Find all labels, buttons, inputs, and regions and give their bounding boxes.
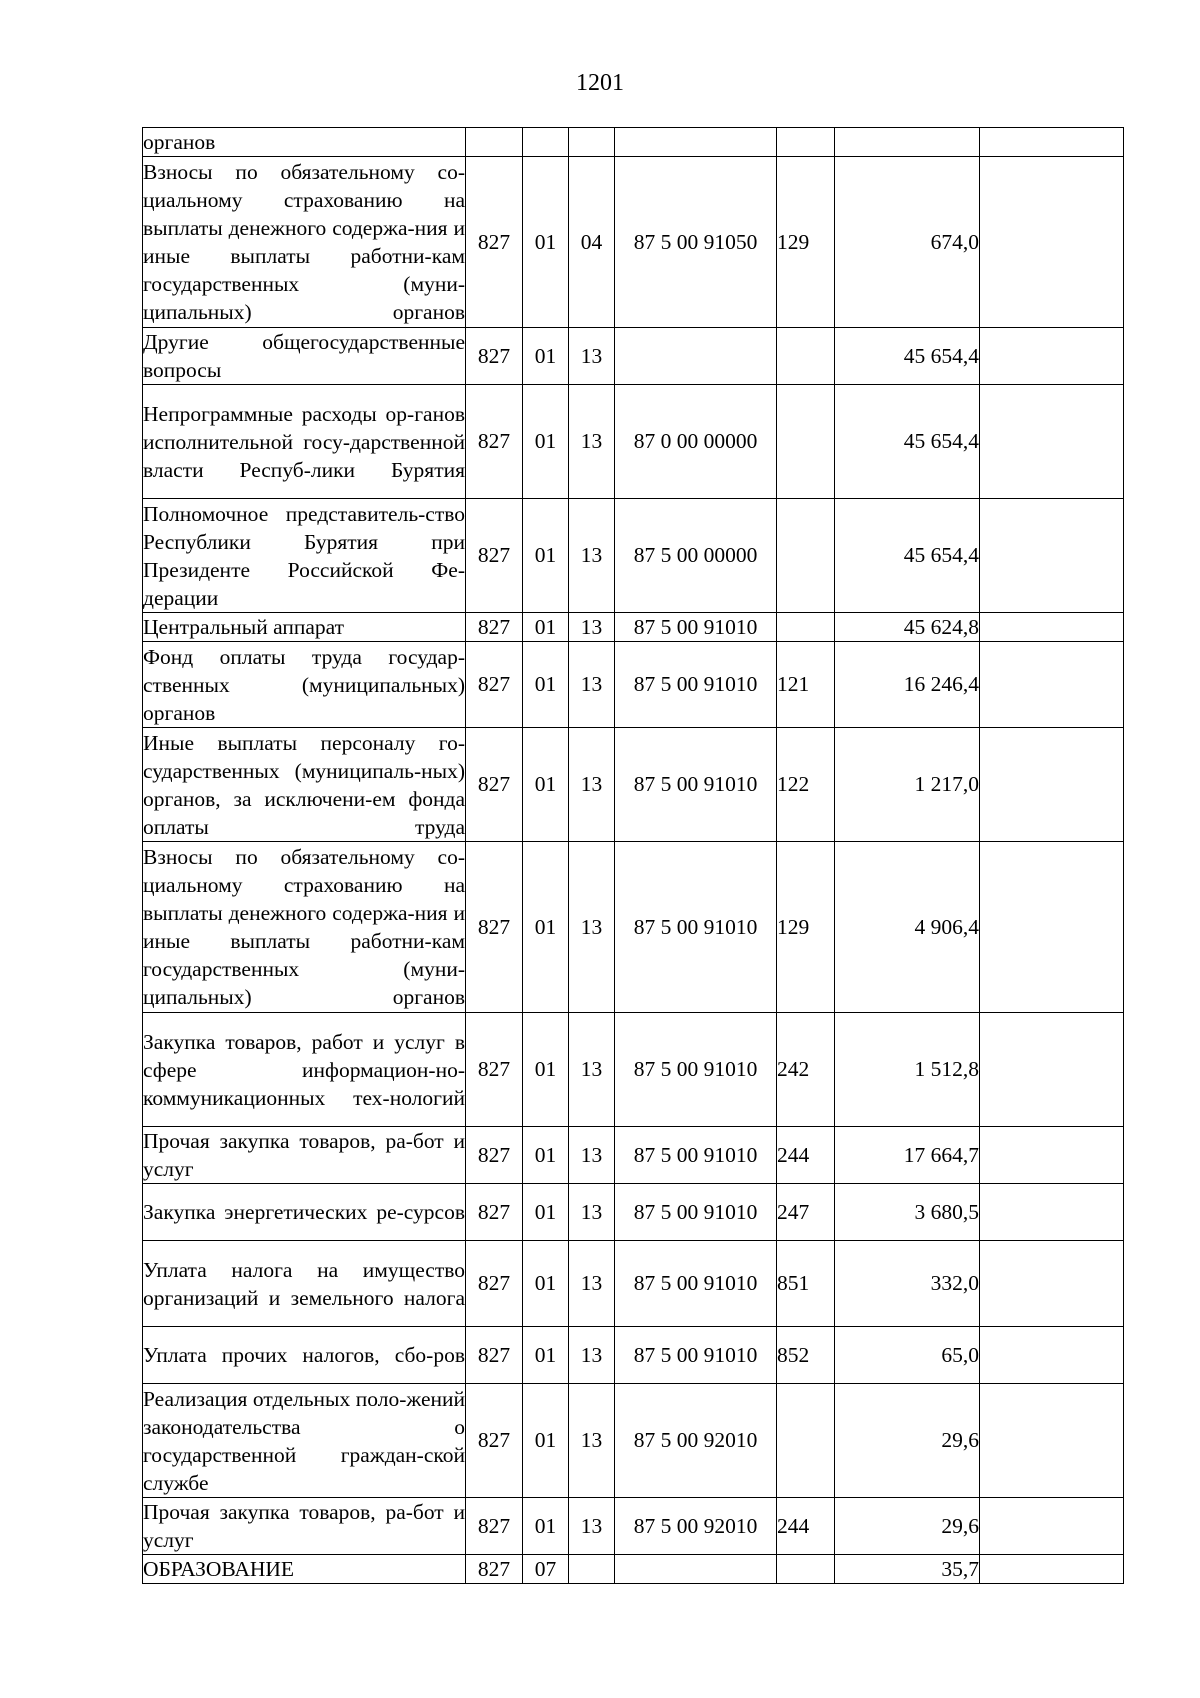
amount-cell: 1 217,0 [835,728,980,842]
empty-cell [980,1127,1124,1184]
grbs-code-cell: 827 [466,157,523,328]
table-row [143,728,1124,842]
target-article-cell: 87 5 00 92010 [615,1498,777,1555]
empty-cell [980,1384,1124,1498]
expense-name-cell: Реализация отдельных поло-жений законодательства о государственной граждан-ской службе [143,1384,466,1498]
expense-name-cell: Прочая закупка товаров, ра-бот и услуг [143,1127,466,1184]
empty-cell [980,1327,1124,1384]
expense-type-cell: 851 [777,1241,835,1327]
grbs-code-cell: 827 [466,1384,523,1498]
grbs-code-cell: 827 [466,385,523,499]
target-article-cell [615,1555,777,1584]
expense-type-cell [777,499,835,613]
subsection-code-cell: 13 [569,1327,615,1384]
expense-type-cell [777,613,835,642]
target-article-cell: 87 5 00 91010 [615,842,777,1013]
page-number: 1201 [576,70,624,96]
expense-type-cell: 852 [777,1327,835,1384]
table-row [143,385,1124,499]
empty-cell [980,642,1124,728]
grbs-code-cell: 827 [466,1241,523,1327]
subsection-code-cell: 13 [569,1184,615,1241]
expense-name-cell: Взносы по обязательному со-циальному страхованию на выплаты денежного содержа-ния и иные выплаты работни-кам государственных (муни-ципальных) органов [143,842,466,1013]
expense-name-cell: Уплата налога на имущество организаций и земельного налога [143,1241,466,1327]
table-row [143,328,1124,385]
amount-cell: 29,6 [835,1498,980,1555]
subsection-code-cell: 13 [569,499,615,613]
table-row [143,1384,1124,1498]
target-article-cell [615,128,777,157]
section-code-cell: 01 [523,1327,569,1384]
amount-cell: 674,0 [835,157,980,328]
amount-cell: 45 654,4 [835,328,980,385]
expense-name-cell: Непрограммные расходы ор-ганов исполнительной госу-дарственной власти Респуб-лики Бурятия [143,385,466,499]
expense-name-cell: Иные выплаты персоналу го-сударственных (муниципаль-ных) органов, за исключени-ем фонда оплаты труда [143,728,466,842]
subsection-code-cell [569,1555,615,1584]
grbs-code-cell: 827 [466,1184,523,1241]
section-code-cell: 01 [523,1498,569,1555]
table-row [143,1327,1124,1384]
section-code-cell: 01 [523,728,569,842]
table-row [143,842,1124,1013]
expense-name-cell: Закупка товаров, работ и услуг в сфере информацион-но-коммуникационных тех-нологий [143,1013,466,1127]
empty-cell [980,842,1124,1013]
target-article-cell: 87 5 00 91010 [615,728,777,842]
empty-cell [980,728,1124,842]
subsection-code-cell: 13 [569,1127,615,1184]
empty-cell [980,1013,1124,1127]
target-article-cell: 87 5 00 91010 [615,1327,777,1384]
expense-type-cell: 122 [777,728,835,842]
grbs-code-cell: 827 [466,1013,523,1127]
table-row [143,1013,1124,1127]
grbs-code-cell: 827 [466,499,523,613]
subsection-code-cell: 13 [569,728,615,842]
amount-cell: 1 512,8 [835,1013,980,1127]
section-code-cell: 01 [523,1184,569,1241]
target-article-cell [615,328,777,385]
expense-type-cell [777,385,835,499]
table-row [143,613,1124,642]
expense-name-cell: Уплата прочих налогов, сбо-ров [143,1327,466,1384]
amount-cell: 3 680,5 [835,1184,980,1241]
section-code-cell: 01 [523,613,569,642]
amount-cell: 35,7 [835,1555,980,1584]
expense-name-cell: Полномочное представитель-ство Республики Бурятия при Президенте Российской Фе-дерации [143,499,466,613]
amount-cell: 332,0 [835,1241,980,1327]
section-code-cell: 01 [523,842,569,1013]
section-code-cell: 01 [523,385,569,499]
grbs-code-cell [466,128,523,157]
grbs-code-cell: 827 [466,1555,523,1584]
target-article-cell: 87 5 00 91050 [615,157,777,328]
table-row [143,128,1124,157]
expense-type-cell: 129 [777,157,835,328]
grbs-code-cell: 827 [466,728,523,842]
amount-cell: 65,0 [835,1327,980,1384]
empty-cell [980,1184,1124,1241]
amount-cell [835,128,980,157]
section-code-cell [523,128,569,157]
expense-type-cell [777,1555,835,1584]
target-article-cell: 87 0 00 00000 [615,385,777,499]
target-article-cell: 87 5 00 91010 [615,1013,777,1127]
amount-cell: 45 654,4 [835,385,980,499]
amount-cell: 4 906,4 [835,842,980,1013]
table-row [143,1498,1124,1555]
target-article-cell: 87 5 00 91010 [615,1127,777,1184]
expense-name-cell: Фонд оплаты труда государ-ственных (муниципальных) органов [143,642,466,728]
expense-name-cell: Прочая закупка товаров, ра-бот и услуг [143,1498,466,1555]
empty-cell [980,613,1124,642]
section-code-cell: 07 [523,1555,569,1584]
expense-name-cell: Взносы по обязательному со-циальному страхованию на выплаты денежного содержа-ния и иные выплаты работни-кам государственных (муни-ципальных) органов [143,157,466,328]
expense-name-cell: ОБРАЗОВАНИЕ [143,1555,466,1584]
grbs-code-cell: 827 [466,642,523,728]
budget-table-body [143,128,1124,1584]
subsection-code-cell: 13 [569,328,615,385]
subsection-code-cell: 13 [569,1241,615,1327]
table-row [143,157,1124,328]
subsection-code-cell: 13 [569,642,615,728]
expense-type-cell: 244 [777,1127,835,1184]
amount-cell: 29,6 [835,1384,980,1498]
empty-cell [980,385,1124,499]
section-code-cell: 01 [523,1384,569,1498]
expense-type-cell [777,1384,835,1498]
expense-type-cell [777,128,835,157]
target-article-cell: 87 5 00 00000 [615,499,777,613]
amount-cell: 45 624,8 [835,613,980,642]
table-row [143,642,1124,728]
amount-cell: 17 664,7 [835,1127,980,1184]
target-article-cell: 87 5 00 92010 [615,1384,777,1498]
subsection-code-cell: 13 [569,1498,615,1555]
section-code-cell: 01 [523,328,569,385]
expense-name-cell: Закупка энергетических ре-сурсов [143,1184,466,1241]
table-row [143,499,1124,613]
empty-cell [980,1498,1124,1555]
expense-type-cell: 242 [777,1013,835,1127]
grbs-code-cell: 827 [466,613,523,642]
subsection-code-cell: 13 [569,842,615,1013]
target-article-cell: 87 5 00 91010 [615,613,777,642]
grbs-code-cell: 827 [466,1327,523,1384]
subsection-code-cell: 13 [569,385,615,499]
grbs-code-cell: 827 [466,1498,523,1555]
subsection-code-cell: 13 [569,613,615,642]
section-code-cell: 01 [523,642,569,728]
subsection-code-cell: 13 [569,1384,615,1498]
expense-type-cell: 129 [777,842,835,1013]
target-article-cell: 87 5 00 91010 [615,1241,777,1327]
grbs-code-cell: 827 [466,842,523,1013]
section-code-cell: 01 [523,1013,569,1127]
subsection-code-cell: 04 [569,157,615,328]
expense-name-cell: Другие общегосударственные вопросы [143,328,466,385]
empty-cell [980,499,1124,613]
empty-cell [980,1555,1124,1584]
expense-name-cell: органов [143,128,466,157]
section-code-cell: 01 [523,499,569,613]
section-code-cell: 01 [523,157,569,328]
grbs-code-cell: 827 [466,1127,523,1184]
table-row [143,1241,1124,1327]
budget-table [142,127,1124,1584]
expense-name-cell: Центральный аппарат [143,613,466,642]
expense-type-cell: 244 [777,1498,835,1555]
section-code-cell: 01 [523,1127,569,1184]
target-article-cell: 87 5 00 91010 [615,1184,777,1241]
empty-cell [980,328,1124,385]
table-row [143,1555,1124,1584]
amount-cell: 45 654,4 [835,499,980,613]
table-row [143,1184,1124,1241]
section-code-cell: 01 [523,1241,569,1327]
expense-type-cell [777,328,835,385]
amount-cell: 16 246,4 [835,642,980,728]
expense-type-cell: 121 [777,642,835,728]
empty-cell [980,128,1124,157]
table-row [143,1127,1124,1184]
expense-type-cell: 247 [777,1184,835,1241]
grbs-code-cell: 827 [466,328,523,385]
subsection-code-cell: 13 [569,1013,615,1127]
subsection-code-cell [569,128,615,157]
target-article-cell: 87 5 00 91010 [615,642,777,728]
empty-cell [980,157,1124,328]
empty-cell [980,1241,1124,1327]
